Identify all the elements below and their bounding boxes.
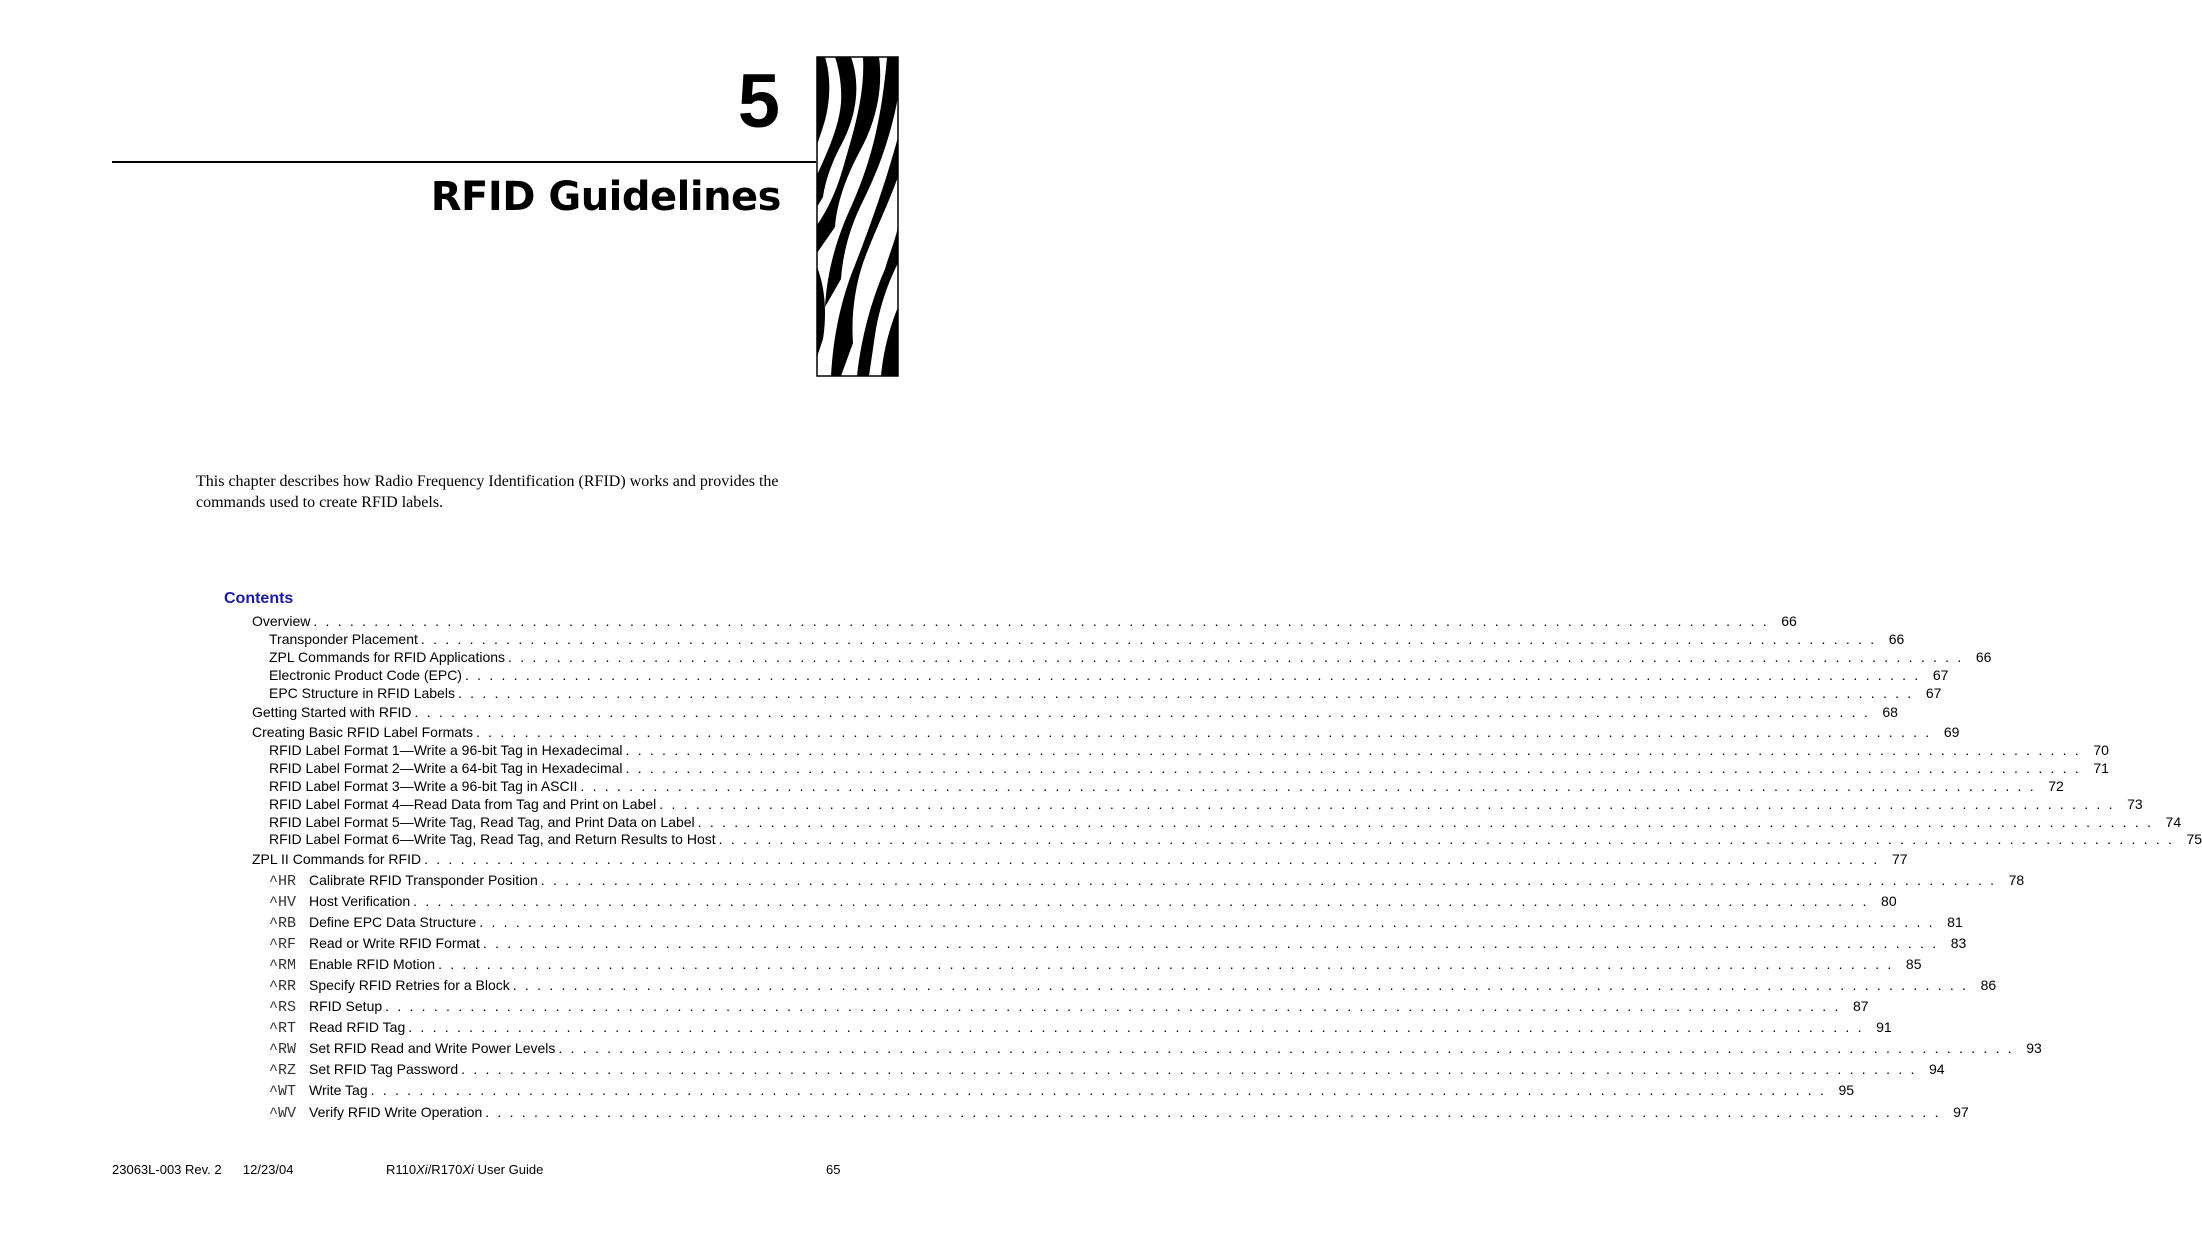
toc-entry-label: Calibrate RFID Transponder Position: [309, 872, 538, 888]
toc-entry[interactable]: [269, 648, 1992, 666]
toc-page-number: 78: [2008, 872, 2025, 888]
toc-entry-label: RFID Label Format 3—Write a 96-bit Tag in ASCII: [269, 778, 578, 794]
toc-leader-dots: . . . . . . . . . . . . . . . . . . . . . . . . . . . . . . . . . . . . . . . . . . . . . . . . . . . . . . . . . . . . . . . . . . . . . . . . . . . . . . . . . . . . . . . . . . . . . . . . . . . . . . . . . . . . . . . . . . . . . . . .: [457, 685, 1914, 701]
toc-page-number: 83: [1950, 935, 1967, 951]
toc-entry[interactable]: [252, 703, 1898, 721]
toc-page-number: 91: [1876, 1019, 1892, 1035]
toc-leader-dots: . . . . . . . . . . . . . . . . . . . . . . . . . . . . . . . . . . . . . . . . . . . . . . . . . . . . . . . . . . . . . . . . . . . . . . . . . . . . . . . . . . . . . . . . . . . . . . . . . . . . . . . . . . . . . . . . . . . . . . . .: [512, 977, 1969, 993]
toc-entry-label: RFID Setup: [309, 998, 383, 1014]
toc-leader-dots: . . . . . . . . . . . . . . . . . . . . . . . . . . . . . . . . . . . . . . . . . . . . . . . . . . . . . . . . . . . . . . . . . . . . . . . . . . . . . . . . . . . . . . . . . . . . . . . . . . . . . . . . . . . . . . . . . . . . . . . .: [414, 704, 1870, 720]
toc-page-number: 86: [1980, 977, 1997, 993]
toc-entry[interactable]: [269, 630, 1905, 648]
toc-command-code: ^RM: [269, 957, 297, 974]
toc-page-number: 67: [1925, 685, 1942, 701]
toc-entry-label: Host Verification: [309, 893, 411, 909]
toc-entry[interactable]: [269, 666, 1949, 684]
toc-entry-label: ZPL II Commands for RFID: [252, 851, 422, 867]
toc-entry[interactable]: [269, 741, 2109, 759]
toc-page-number: 66: [1781, 613, 1797, 629]
toc-entry-label: Read or Write RFID Format: [309, 935, 480, 951]
toc-page-number: 66: [1888, 631, 1905, 647]
toc-page-number: 75: [2186, 831, 2202, 847]
toc-entry[interactable]: [269, 1018, 1892, 1037]
toc-command-code: ^RS: [269, 999, 297, 1016]
toc-entry-label: Specify RFID Retries for a Block: [309, 977, 510, 993]
footer-guide-suffix: User Guide: [473, 1162, 544, 1177]
toc-entry-label: Read RFID Tag: [309, 1019, 406, 1035]
toc-entry-label: Define EPC Data Structure: [309, 914, 477, 930]
chapter-title: RFID Guidelines: [430, 174, 781, 220]
toc-entry-label: Creating Basic RFID Label Formats: [252, 724, 473, 740]
toc-entry-label: ZPL Commands for RFID Applications: [269, 649, 506, 665]
footer-page-number: 65: [826, 1162, 841, 1177]
toc-entry-label: Getting Started with RFID: [252, 704, 412, 720]
toc-leader-dots: . . . . . . . . . . . . . . . . . . . . . . . . . . . . . . . . . . . . . . . . . . . . . . . . . . . . . . . . . . . . . . . . . . . . . . . . . . . . . . . . . . . . . . . . . . . . . . . . . . . . . . . . . . . . . . . . . . . . . . . .: [625, 760, 2081, 776]
toc-entry[interactable]: [269, 997, 1869, 1016]
toc-page-number: 73: [2127, 796, 2143, 812]
footer-date: 12/23/04: [242, 1162, 294, 1177]
footer-guide-prefix: R110: [386, 1162, 417, 1177]
toc-entry-label: RFID Label Format 6—Write Tag, Read Tag, and Return Results to Host: [269, 831, 716, 847]
toc-page-number: 66: [1975, 649, 1992, 665]
toc-entry[interactable]: [269, 955, 1922, 974]
toc-command-code: ^WV: [269, 1105, 297, 1122]
toc-command-code: ^RR: [269, 978, 297, 995]
toc-leader-dots: . . . . . . . . . . . . . . . . . . . . . . . . . . . . . . . . . . . . . . . . . . . . . . . . . . . . . . . . . . . . . . . . . . . . . . . . . . . . . . . . . . . . . . . . . . . . . . . . . . . . . . . . . . . . . . . . . . . . . . . .: [385, 998, 1841, 1014]
toc-leader-dots: . . . . . . . . . . . . . . . . . . . . . . . . . . . . . . . . . . . . . . . . . . . . . . . . . . . . . . . . . . . . . . . . . . . . . . . . . . . . . . . . . . . . . . . . . . . . . . . . . . . . . . . . . . . . . . . . . . . . . . . .: [558, 1040, 2014, 1056]
toc-page-number: 93: [2026, 1040, 2042, 1056]
toc-command-code: ^HV: [269, 894, 297, 911]
toc-entry-label: EPC Structure in RFID Labels: [269, 685, 455, 701]
toc-entry-label: RFID Label Format 1—Write a 96-bit Tag in Hexadecimal: [269, 742, 623, 758]
toc-entry[interactable]: [269, 976, 1997, 995]
toc-command-code: ^RZ: [269, 1062, 297, 1079]
toc-leader-dots: . . . . . . . . . . . . . . . . . . . . . . . . . . . . . . . . . . . . . . . . . . . . . . . . . . . . . . . . . . . . . . . . . . . . . . . . . . . . . . . . . . . . . . . . . . . . . . . . . . . . . . . . . . . . . . . . . . . . . . . .: [580, 778, 2036, 794]
toc-entry[interactable]: [269, 813, 2182, 831]
toc-entry[interactable]: [269, 934, 1967, 953]
footer-guide-mid: /R170: [427, 1162, 463, 1177]
toc-page-number: 77: [1891, 851, 1908, 867]
footer-guide-xi-2: Xi: [462, 1162, 474, 1177]
toc-command-code: ^RW: [269, 1041, 297, 1058]
toc-page-number: 71: [2093, 760, 2109, 776]
toc-entry-label: Set RFID Read and Write Power Levels: [309, 1040, 556, 1056]
toc-leader-dots: . . . . . . . . . . . . . . . . . . . . . . . . . . . . . . . . . . . . . . . . . . . . . . . . . . . . . . . . . . . . . . . . . . . . . . . . . . . . . . . . . . . . . . . . . . . . . . . . . . . . . . . . . . . . . . . . . . . . . . . .: [479, 914, 1935, 930]
toc-entry-label: RFID Label Format 4—Read Data from Tag and Print on Label: [269, 796, 657, 812]
footer-guide-xi-1: Xi: [416, 1162, 428, 1177]
toc-page-number: 67: [1932, 667, 1949, 683]
toc-leader-dots: . . . . . . . . . . . . . . . . . . . . . . . . . . . . . . . . . . . . . . . . . . . . . . . . . . . . . . . . . . . . . . . . . . . . . . . . . . . . . . . . . . . . . . . . . . . . . . . . . . . . . . . . . . . . . . . . . . . . . . . .: [461, 1061, 1917, 1077]
toc-leader-dots: . . . . . . . . . . . . . . . . . . . . . . . . . . . . . . . . . . . . . . . . . . . . . . . . . . . . . . . . . . . . . . . . . . . . . . . . . . . . . . . . . . . . . . . . . . . . . . . . . . . . . . . . . . . . . . . . . . . . . . . .: [540, 872, 1997, 888]
toc-leader-dots: . . . . . . . . . . . . . . . . . . . . . . . . . . . . . . . . . . . . . . . . . . . . . . . . . . . . . . . . . . . . . . . . . . . . . . . . . . . . . . . . . . . . . . . . . . . . . . . . . . . . . . . . . . . . . . . . . . . . . . . .: [313, 613, 1769, 629]
toc-leader-dots: . . . . . . . . . . . . . . . . . . . . . . . . . . . . . . . . . . . . . . . . . . . . . . . . . . . . . . . . . . . . . . . . . . . . . . . . . . . . . . . . . . . . . . . . . . . . . . . . . . . . . . . . . . . . . . . . . . . . . . . .: [464, 667, 1921, 683]
toc-entry[interactable]: [269, 795, 2143, 813]
toc-command-code: ^RT: [269, 1020, 297, 1037]
toc-page-number: 69: [1943, 724, 1960, 740]
toc-page-number: 68: [1882, 704, 1898, 720]
toc-leader-dots: . . . . . . . . . . . . . . . . . . . . . . . . . . . . . . . . . . . . . . . . . . . . . . . . . . . . . . . . . . . . . . . . . . . . . . . . . . . . . . . . . . . . . . . . . . . . . . . . . . . . . . . . . . . . . . . . . . . . . . . .: [659, 796, 2115, 812]
intro-line-2: commands used to create RFID labels.: [196, 493, 444, 511]
toc-entry[interactable]: [252, 612, 1797, 630]
toc-entry[interactable]: [269, 830, 2202, 848]
toc-leader-dots: . . . . . . . . . . . . . . . . . . . . . . . . . . . . . . . . . . . . . . . . . . . . . . . . . . . . . . . . . . . . . . . . . . . . . . . . . . . . . . . . . . . . . . . . . . . . . . . . . . . . . . . . . . . . . . . . . . . . . . . .: [408, 1019, 1864, 1035]
footer-guide-title: [386, 1162, 543, 1178]
toc-command-code: ^RB: [269, 915, 297, 932]
toc-entry[interactable]: [269, 892, 1897, 911]
toc-page-number: 70: [2093, 742, 2109, 758]
toc-entry[interactable]: [269, 777, 2064, 795]
toc-entry-label: RFID Label Format 5—Write Tag, Read Tag, and Print Data on Label: [269, 814, 695, 830]
toc-entry[interactable]: [269, 1039, 2042, 1058]
toc-entry-label: Verify RFID Write Operation: [309, 1104, 483, 1120]
toc-entry-label: Enable RFID Motion: [309, 956, 436, 972]
toc-leader-dots: . . . . . . . . . . . . . . . . . . . . . . . . . . . . . . . . . . . . . . . . . . . . . . . . . . . . . . . . . . . . . . . . . . . . . . . . . . . . . . . . . . . . . . . . . . . . . . . . . . . . . . . . . . . . . . . . . . . . . . . .: [508, 649, 1964, 665]
toc-page-number: 97: [1953, 1104, 1969, 1120]
toc-entry[interactable]: [252, 723, 1960, 741]
toc-entry-label: RFID Label Format 2—Write a 64-bit Tag in Hexadecimal: [269, 760, 623, 776]
toc-leader-dots: . . . . . . . . . . . . . . . . . . . . . . . . . . . . . . . . . . . . . . . . . . . . . . . . . . . . . . . . . . . . . . . . . . . . . . . . . . . . . . . . . . . . . . . . . . . . . . . . . . . . . . . . . . . . . . . . . . . . . . . .: [625, 742, 2081, 758]
footer-doc-number: 23063L-003 Rev. 2: [112, 1162, 222, 1177]
toc-leader-dots: . . . . . . . . . . . . . . . . . . . . . . . . . . . . . . . . . . . . . . . . . . . . . . . . . . . . . . . . . . . . . . . . . . . . . . . . . . . . . . . . . . . . . . . . . . . . . . . . . . . . . . . . . . . . . . . . . . . . . . . .: [420, 631, 1877, 647]
toc-entry[interactable]: [269, 871, 2025, 890]
toc-leader-dots: . . . . . . . . . . . . . . . . . . . . . . . . . . . . . . . . . . . . . . . . . . . . . . . . . . . . . . . . . . . . . . . . . . . . . . . . . . . . . . . . . . . . . . . . . . . . . . . . . . . . . . . . . . . . . . . . . . . . . . . .: [370, 1082, 1827, 1098]
toc-entry[interactable]: [269, 1081, 1855, 1100]
footer-doc-id: [112, 1162, 293, 1178]
toc-page-number: 80: [1881, 893, 1897, 909]
chapter-number: 5: [737, 59, 780, 144]
intro-line-1: This chapter describes how Radio Frequency Identification (RFID) works and provides the: [196, 473, 779, 490]
toc-page-number: 72: [2048, 778, 2064, 794]
toc-entry[interactable]: [269, 759, 2109, 777]
toc-entry-label: Set RFID Tag Password: [309, 1061, 459, 1077]
toc-entry-label: Write Tag: [309, 1082, 368, 1098]
toc-page-number: 95: [1838, 1082, 1855, 1098]
toc-page-number: 94: [1929, 1061, 1945, 1077]
toc-leader-dots: . . . . . . . . . . . . . . . . . . . . . . . . . . . . . . . . . . . . . . . . . . . . . . . . . . . . . . . . . . . . . . . . . . . . . . . . . . . . . . . . . . . . . . . . . . . . . . . . . . . . . . . . . . . . . . . . . . . . . . . .: [482, 935, 1939, 951]
toc-leader-dots: . . . . . . . . . . . . . . . . . . . . . . . . . . . . . . . . . . . . . . . . . . . . . . . . . . . . . . . . . . . . . . . . . . . . . . . . . . . . . . . . . . . . . . . . . . . . . . . . . . . . . . . . . . . . . . . . . . . . . . . .: [697, 814, 2154, 830]
toc-entry[interactable]: [269, 1060, 1945, 1079]
toc-page-number: 74: [2165, 814, 2182, 830]
toc-entry[interactable]: [269, 913, 1963, 932]
toc-leader-dots: . . . . . . . . . . . . . . . . . . . . . . . . . . . . . . . . . . . . . . . . . . . . . . . . . . . . . . . . . . . . . . . . . . . . . . . . . . . . . . . . . . . . . . . . . . . . . . . . . . . . . . . . . . . . . . . . . . . . . . . .: [413, 893, 1869, 909]
toc-entry-label: Overview: [252, 613, 311, 629]
toc-leader-dots: . . . . . . . . . . . . . . . . . . . . . . . . . . . . . . . . . . . . . . . . . . . . . . . . . . . . . . . . . . . . . . . . . . . . . . . . . . . . . . . . . . . . . . . . . . . . . . . . . . . . . . . . . . . . . . . . . . . . . . . .: [475, 724, 1932, 740]
toc-leader-dots: . . . . . . . . . . . . . . . . . . . . . . . . . . . . . . . . . . . . . . . . . . . . . . . . . . . . . . . . . . . . . . . . . . . . . . . . . . . . . . . . . . . . . . . . . . . . . . . . . . . . . . . . . . . . . . . . . . . . . . . .: [424, 851, 1880, 867]
toc-entry-label: Electronic Product Code (EPC): [269, 667, 462, 683]
toc-entry-label: Transponder Placement: [269, 631, 418, 647]
toc-page-number: 81: [1947, 914, 1963, 930]
toc-entry[interactable]: [269, 1103, 1969, 1122]
toc-leader-dots: . . . . . . . . . . . . . . . . . . . . . . . . . . . . . . . . . . . . . . . . . . . . . . . . . . . . . . . . . . . . . . . . . . . . . . . . . . . . . . . . . . . . . . . . . . . . . . . . . . . . . . . . . . . . . . . . . . . . . . . .: [485, 1104, 1941, 1120]
toc-entry[interactable]: [252, 850, 1908, 868]
toc-leader-dots: . . . . . . . . . . . . . . . . . . . . . . . . . . . . . . . . . . . . . . . . . . . . . . . . . . . . . . . . . . . . . . . . . . . . . . . . . . . . . . . . . . . . . . . . . . . . . . . . . . . . . . . . . . . . . . . . . . . . . . . .: [438, 956, 1894, 972]
toc-command-code: ^HR: [269, 873, 297, 890]
toc-command-code: ^WT: [269, 1083, 297, 1100]
toc-entry[interactable]: [269, 684, 1942, 702]
contents-heading: Contents: [224, 590, 294, 607]
toc-page-number: 85: [1905, 956, 1922, 972]
toc-page-number: 87: [1853, 998, 1869, 1014]
toc-leader-dots: . . . . . . . . . . . . . . . . . . . . . . . . . . . . . . . . . . . . . . . . . . . . . . . . . . . . . . . . . . . . . . . . . . . . . . . . . . . . . . . . . . . . . . . . . . . . . . . . . . . . . . . . . . . . . . . . . . . . . . . .: [718, 831, 2175, 847]
toc-command-code: ^RF: [269, 936, 297, 953]
